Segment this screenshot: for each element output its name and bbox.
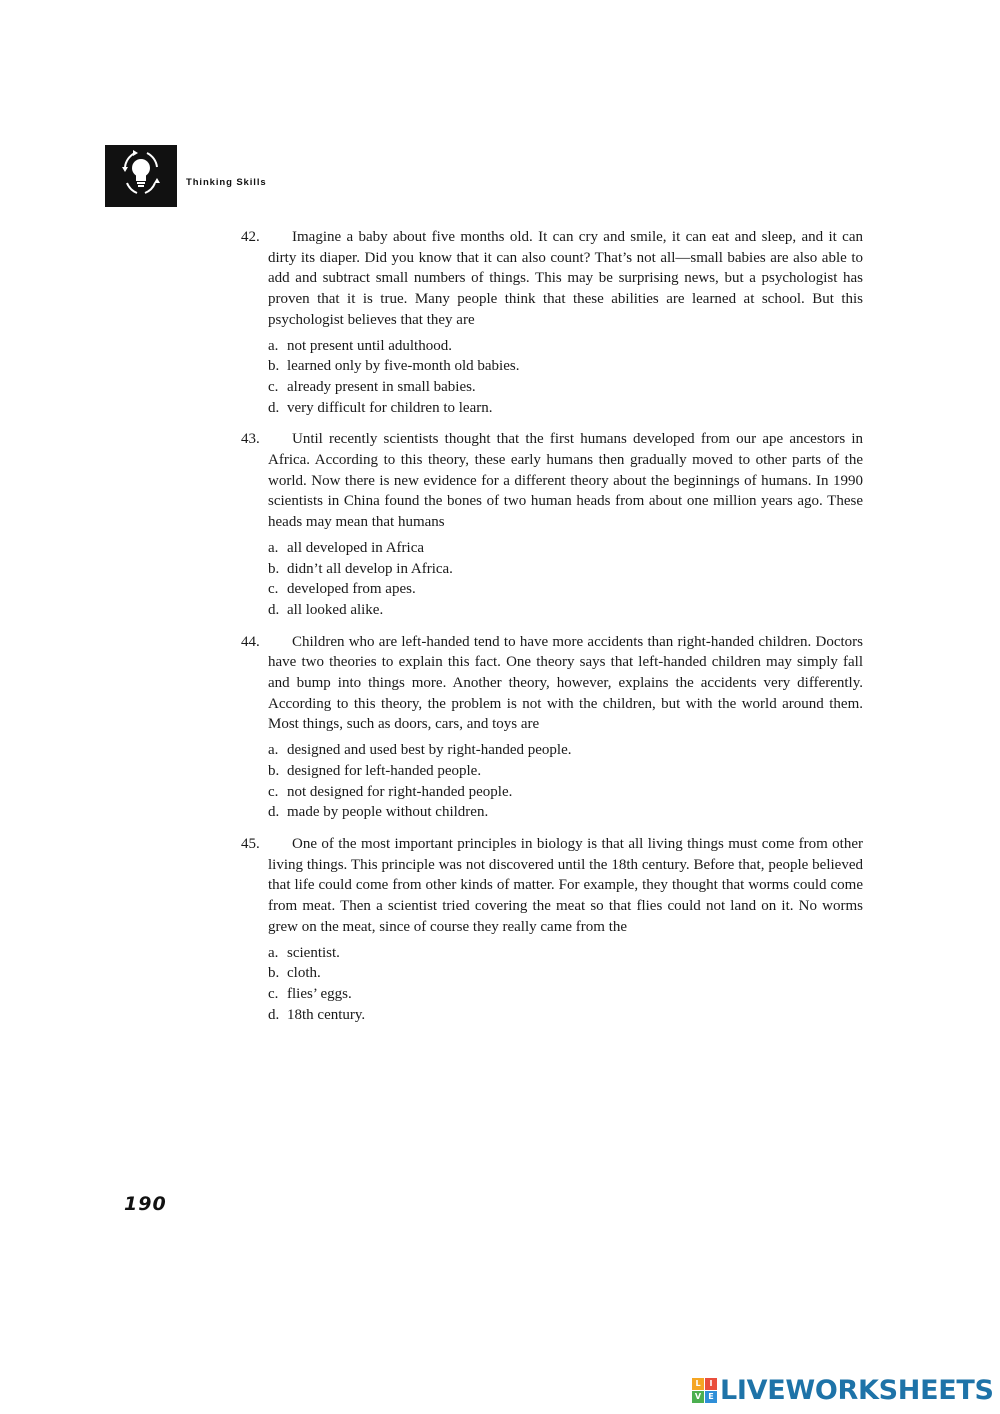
answer-option[interactable] <box>268 761 863 782</box>
option-letter: c. <box>268 581 279 598</box>
brand-logo-letter: V <box>692 1391 704 1403</box>
option-letter: b. <box>268 965 280 982</box>
question-45 <box>241 834 863 1025</box>
option-letter: c. <box>268 985 279 1002</box>
answer-option[interactable] <box>268 740 863 761</box>
option-text: made by people without children. <box>287 804 489 821</box>
answer-option[interactable] <box>268 336 863 357</box>
question-number: 45. <box>241 835 260 852</box>
question-stem <box>241 227 863 331</box>
question-text: Children who are left-handed tend to have more accidents than right-handed children. Doctors have two theories to explain this fact. One theory says that left-handed children may simply fall and bump into things more. Another theory, however, explains the accidents very differently. According to this theory, the problem is not with the children, but with the world around them. Most things, such as doors, cars, and toys are <box>268 633 863 733</box>
question-number: 42. <box>241 229 260 245</box>
option-text: 18th century. <box>287 1006 366 1023</box>
question-number: 44. <box>241 633 260 650</box>
answer-option[interactable] <box>268 943 863 964</box>
option-text: scientist. <box>287 944 340 961</box>
brand-logo-letter: E <box>705 1391 717 1403</box>
option-letter: b. <box>268 560 280 577</box>
liveworksheets-logo[interactable] <box>692 1373 994 1407</box>
option-letter: a. <box>268 337 279 354</box>
question-44 <box>241 632 863 823</box>
answer-option[interactable] <box>268 963 863 984</box>
option-letter: a. <box>268 742 279 759</box>
option-text: not designed for right-handed people. <box>287 783 513 800</box>
option-letter: c. <box>268 378 279 395</box>
option-text: designed and used best by right-handed people. <box>287 742 572 759</box>
question-text: Until recently scientists thought that the first humans developed from our ape ancestors in Africa. According to this theory, these early humans then gradually moved to other parts of the world. Now there is new evidence for a different theory about the beginnings of humans. In 1990 scientists in China found the bones of two human heads from about one million years ago. These heads may mean that humans <box>268 431 863 531</box>
brand-logo-icon <box>692 1378 717 1403</box>
question-list <box>241 227 863 1036</box>
option-text: developed from apes. <box>287 581 416 598</box>
option-letter: b. <box>268 762 280 779</box>
question-number: 43. <box>241 431 260 448</box>
answer-option[interactable] <box>268 782 863 803</box>
question-42 <box>241 227 863 418</box>
answer-options <box>268 943 863 1026</box>
option-text: all looked alike. <box>287 601 384 618</box>
answer-option[interactable] <box>268 398 863 419</box>
brand-logo-letter: I <box>705 1378 717 1390</box>
option-text: all developed in Africa <box>287 539 425 556</box>
question-text: One of the most important principles in biology is that all living things must come from other living things. This principle was not discovered until the 18th century. Before that, people believed that life could come from other kinds of matter. For example, they thought that worms could come from meat. Then a scientist tried covering the meat so that flies could not land on it. No worms grew on the meat, since of course they really came from the <box>268 835 863 935</box>
lightbulb-cycle-icon <box>105 145 177 207</box>
answer-options <box>268 538 863 621</box>
answer-option[interactable] <box>268 559 863 580</box>
answer-option[interactable] <box>268 802 863 823</box>
question-stem <box>241 632 863 736</box>
answer-options <box>268 336 863 419</box>
option-text: designed for left-handed people. <box>287 762 482 779</box>
answer-option[interactable] <box>268 1005 863 1026</box>
answer-options <box>268 740 863 823</box>
answer-option[interactable] <box>268 600 863 621</box>
option-letter: d. <box>268 601 280 618</box>
question-text: Imagine a baby about five months old. It can cry and smile, it can eat and sleep, and it can dirty its diaper. Did you know that it can also count? That’s not all—small babies are also able to add and subtract small numbers of things. This may be surprising news, but a psychologist has proven that it is true. Many people think that these abilities are learned at school. But this psychologist believes that they are <box>268 229 863 328</box>
option-letter: d. <box>268 399 280 416</box>
option-text: already present in small babies. <box>287 378 476 395</box>
answer-option[interactable] <box>268 538 863 559</box>
option-text: learned only by five-month old babies. <box>287 358 520 375</box>
option-text: didn’t all develop in Africa. <box>287 560 453 577</box>
option-letter: b. <box>268 358 280 375</box>
option-text: cloth. <box>287 965 321 982</box>
option-letter: d. <box>268 804 280 821</box>
question-stem <box>241 834 863 938</box>
question-stem <box>241 429 863 533</box>
answer-option[interactable] <box>268 356 863 377</box>
brand-logo-letter: L <box>692 1378 704 1390</box>
option-text: very difficult for children to learn. <box>287 399 493 416</box>
section-title: Thinking Skills <box>186 177 267 188</box>
option-text: not present until adulthood. <box>287 337 452 354</box>
brand-name: LIVEWORKSHEETS <box>720 1374 994 1406</box>
page-number: 190 <box>124 1193 167 1215</box>
answer-option[interactable] <box>268 579 863 600</box>
option-letter: a. <box>268 944 279 961</box>
answer-option[interactable] <box>268 377 863 398</box>
option-letter: a. <box>268 539 279 556</box>
option-letter: c. <box>268 783 279 800</box>
question-43 <box>241 429 863 620</box>
option-text: flies’ eggs. <box>287 985 352 1002</box>
option-letter: d. <box>268 1006 280 1023</box>
answer-option[interactable] <box>268 984 863 1005</box>
